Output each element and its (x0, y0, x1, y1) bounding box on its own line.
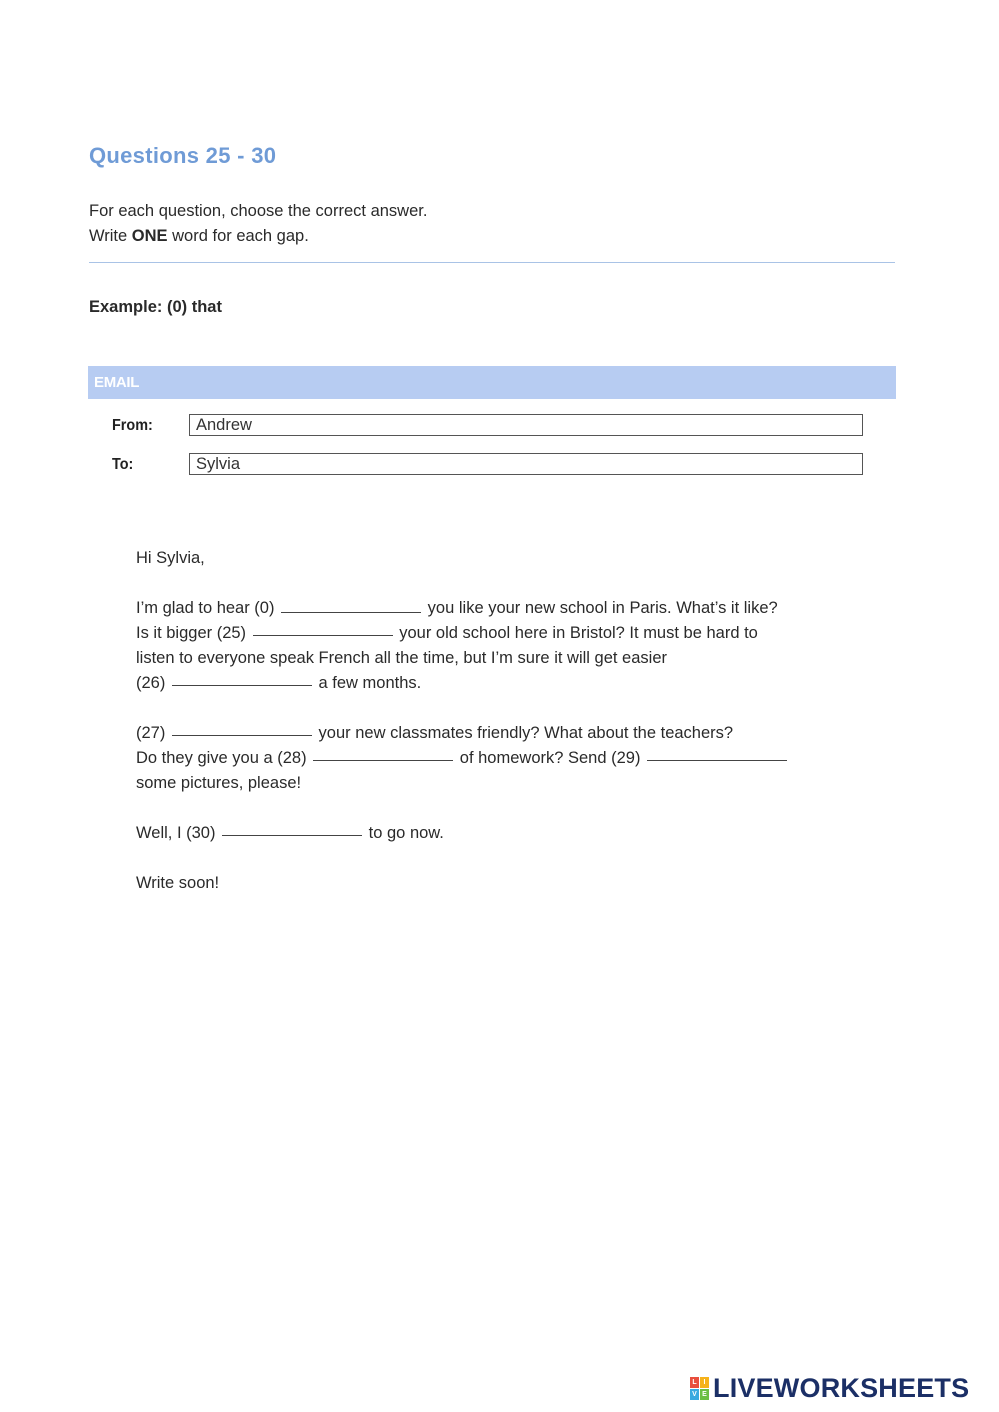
gap-26[interactable] (172, 671, 312, 686)
paragraph-2 (136, 721, 856, 796)
gap-0 (281, 598, 421, 613)
gap-27[interactable] (172, 721, 312, 736)
instruction-emphasis: ONE (131, 227, 168, 245)
instruction-line-1: For each question, choose the correct answer. (89, 202, 428, 220)
instruction-line-2 (89, 224, 427, 249)
liveworksheets-brand (690, 1373, 969, 1403)
paragraph-3 (136, 821, 856, 846)
text-segment: (26) (136, 674, 166, 692)
to-label: To: (112, 456, 134, 473)
text-segment: Do they give you a (28) (136, 749, 307, 767)
email-body (136, 546, 856, 921)
answer-input-30[interactable] (222, 826, 362, 840)
answer-input-26[interactable] (172, 676, 312, 690)
letter-line (136, 746, 856, 771)
divider (89, 262, 895, 263)
gap-30[interactable] (222, 821, 362, 836)
answer-input-25[interactable] (253, 626, 393, 640)
letter-line (136, 621, 856, 646)
letter-line (136, 821, 856, 846)
answer-input-28[interactable] (313, 751, 453, 765)
page-title: Questions 25 - 30 (89, 143, 277, 168)
text-segment: I’m glad to hear (0) (136, 599, 275, 617)
email-header-bar (88, 366, 896, 399)
text-segment: Is it bigger (25) (136, 624, 247, 642)
logo-tile: I (700, 1377, 709, 1388)
logo-tile: L (690, 1377, 699, 1388)
to-field: Sylvia (189, 453, 863, 475)
gap-29[interactable] (647, 746, 787, 761)
text-segment: your new classmates friendly? What about the teachers? (318, 724, 734, 742)
instruction-suffix: word for each gap. (167, 227, 309, 245)
instructions (89, 199, 427, 249)
example-answer: Example: (0) that (89, 298, 222, 316)
email-header-label: EMAIL (94, 374, 140, 391)
gap-25[interactable] (253, 621, 393, 636)
logo-tile: E (700, 1389, 709, 1400)
answer-input-29[interactable] (647, 751, 787, 765)
text-segment: to go now. (368, 824, 444, 842)
text-segment: of homework? Send (29) (459, 749, 641, 767)
text-segment: a few months. (318, 674, 422, 692)
from-field: Andrew (189, 414, 863, 436)
text-segment: you like your new school in Paris. What’s it like? (427, 599, 778, 617)
logo-tile: V (690, 1389, 699, 1400)
text-segment: Well, I (30) (136, 824, 216, 842)
letter-line (136, 596, 856, 621)
letter-line: listen to everyone speak French all the time, but I’m sure it will get easier (136, 649, 667, 667)
from-label: From: (112, 417, 153, 434)
paragraph-1 (136, 596, 856, 696)
answer-input-27[interactable] (172, 726, 312, 740)
letter-line (136, 721, 856, 746)
brand-name: LIVEWORKSHEETS (713, 1372, 970, 1403)
instruction-prefix: Write (89, 227, 132, 245)
closing: Write soon! (136, 874, 220, 892)
gap-28[interactable] (313, 746, 453, 761)
text-segment: (27) (136, 724, 166, 742)
text-segment: your old school here in Bristol? It must be hard to (399, 624, 758, 642)
liveworksheets-logo-icon (690, 1377, 709, 1400)
letter-line (136, 671, 856, 696)
greeting: Hi Sylvia, (136, 549, 205, 567)
letter-line: some pictures, please! (136, 774, 302, 792)
